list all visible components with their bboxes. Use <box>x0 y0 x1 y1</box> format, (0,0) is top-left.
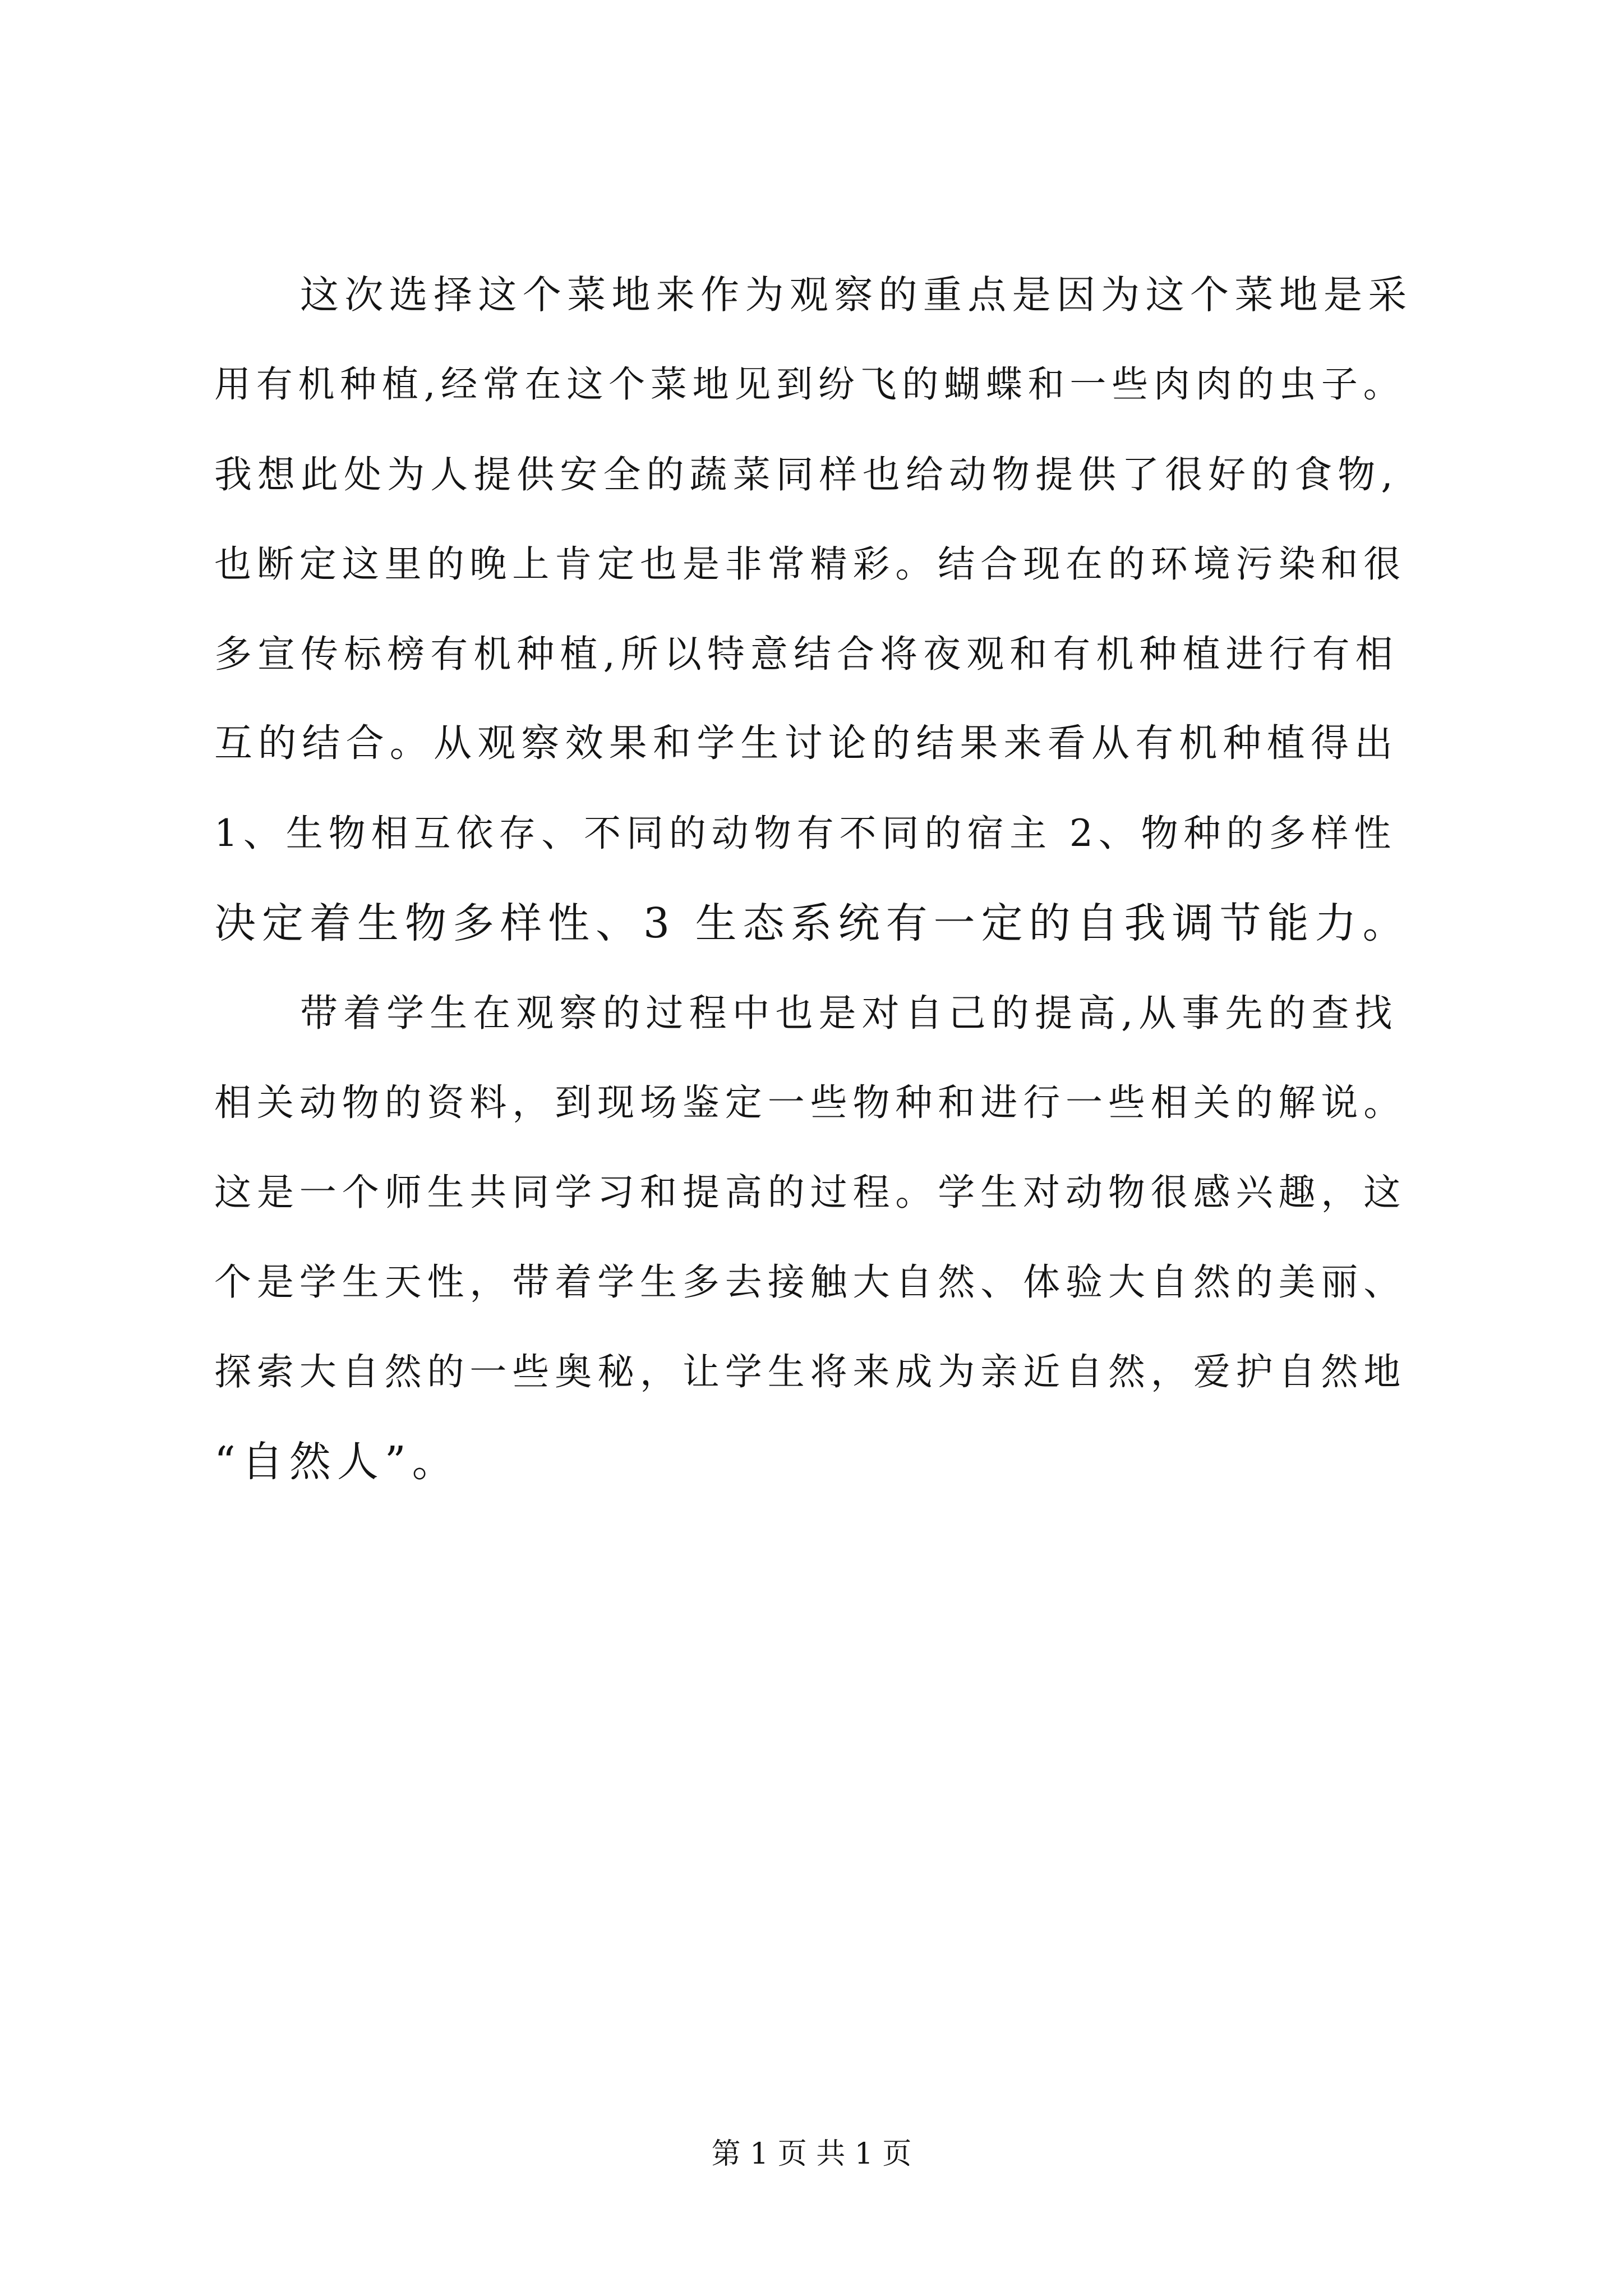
text-line: 也断定这里的晚上肯定也是非常精彩。结合现在的环境污染和很 <box>214 542 1407 586</box>
text-line: 决定着生物多样性、3 生态系统有一定的自我调节能力。 <box>214 899 1410 947</box>
text-line: 多宣传标榜有机种植,所以特意结合将夜观和有机种植进行有相 <box>214 632 1399 676</box>
text-line: 相关动物的资料，到现场鉴定一些物种和进行一些相关的解说。 <box>214 1081 1407 1124</box>
text-line: 带着学生在观察的过程中也是对自己的提高,从事先的查找 <box>300 991 1398 1035</box>
text-line: 1、生物相互依存、不同的动物有不同的宿主 2、物种的多样性 <box>214 812 1397 855</box>
text-line: 这是一个师生共同学习和提高的过程。学生对动物很感兴趣，这 <box>214 1171 1407 1214</box>
text-line: 用有机种植,经常在这个菜地见到纷飞的蝴蝶和一些肉肉的虫子。 <box>214 364 1405 406</box>
text-line: “自然人”。 <box>214 1438 460 1486</box>
text-line: 探索大自然的一些奥秘，让学生将来成为亲近自然，爱护自然地 <box>214 1350 1407 1393</box>
text-line: 互的结合。从观察效果和学生讨论的结果来看从有机种植得出 <box>214 721 1399 766</box>
page-footer: 第 1 页 共 1 页 <box>711 2137 912 2171</box>
text-line: 这次选择这个菜地来作为观察的重点是因为这个菜地是采 <box>300 273 1413 318</box>
text-line: 我想此处为人提供安全的蔬菜同样也给动物提供了很好的食物, <box>214 453 1399 496</box>
text-line: 个是学生天性，带着学生多去接触大自然、体验大自然的美丽、 <box>214 1260 1407 1304</box>
